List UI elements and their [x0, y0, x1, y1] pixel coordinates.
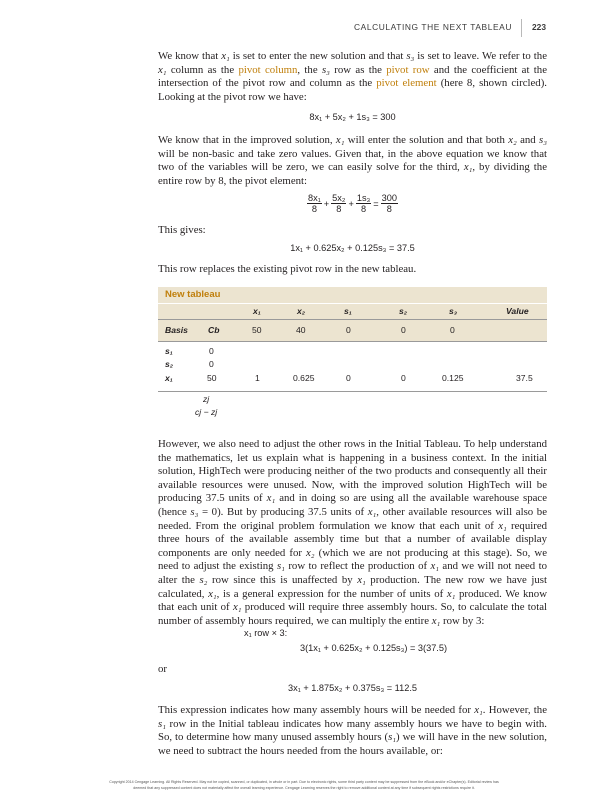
var: s₁: [276, 560, 285, 573]
numerator: 5x₂: [332, 193, 346, 203]
text: will be non-basic and take zero values. Given that, in the above equation we know that two of the variables will be zero, we can easily solve for the third,: [158, 147, 547, 174]
var: x₁: [208, 587, 217, 600]
col-header-s2: s₂: [399, 306, 408, 316]
var: x₁: [221, 50, 230, 62]
denominator: 8: [386, 204, 392, 214]
copyright-footer: [28, 779, 580, 791]
header-divider: [521, 19, 522, 37]
row-basis-x1: x₁: [165, 373, 173, 383]
text: This expression indicates how many assembly hours will be needed for: [158, 704, 475, 716]
term-pivot-element: pivot element: [376, 77, 437, 90]
obj-coef-x2: 40: [296, 325, 306, 335]
row-basis-s1: s₁: [165, 346, 173, 356]
this-gives-label: This gives:: [158, 224, 206, 236]
footer-line-2: deemed that any suppressed content does not materially affect the overall learning experience. Cengage Learning reserves the right to remove additional content at any time if subsequent rights restrictions require it.: [133, 786, 475, 790]
var: x₁: [367, 505, 377, 518]
var: x₁: [463, 161, 473, 174]
var: s₂: [199, 573, 208, 586]
col-header-s3: s₃: [449, 306, 458, 316]
var: x₁: [266, 492, 276, 505]
table-caption: New tableau: [158, 287, 547, 303]
text: (here 8, shown circled). Looking at the pivot row we have:: [158, 77, 547, 103]
text: = 0). But by producing 37.5 units of: [198, 505, 368, 518]
text: , by dividing the entire row by 8, the pivot element:: [158, 161, 547, 187]
text: , other available resources will also be needed. From the original problem formulation we know that each unit of: [158, 505, 547, 532]
numerator: 1s₃: [356, 193, 371, 203]
paragraph-assembly-hours: [158, 704, 547, 758]
var: s₃: [539, 134, 547, 146]
text: and the coefficient at the intersection of the pivot row and column as the: [158, 63, 548, 90]
var: x₁: [474, 704, 483, 716]
cell-x1-x1: 1: [255, 373, 260, 383]
cj-zj-label: cj − zj: [195, 407, 218, 417]
paragraph-row-replaces: This row replaces the existing pivot row in the new tableau.: [158, 263, 417, 275]
var: x₁: [498, 519, 507, 532]
text: We know that: [158, 50, 222, 62]
text: , the: [297, 63, 322, 76]
denominator: 8: [360, 204, 367, 214]
cb-label: Cb: [208, 325, 220, 335]
fraction: [307, 193, 322, 214]
running-title: CALCULATING THE NEXT TABLEAU: [354, 22, 512, 32]
col-header-x2: x₂: [297, 306, 306, 316]
obj-coef-s1: 0: [346, 325, 351, 335]
term-pivot-row: pivot row: [386, 63, 430, 76]
fraction: [356, 193, 371, 214]
col-header-x1: x₁: [253, 306, 261, 316]
text: , is a general expression for the number of units of: [216, 587, 447, 600]
equation-multiply-row: 3(1x₁ + 0.625x₂ + 0.125s₃) = 3(37.5): [300, 643, 448, 653]
text: row as the: [329, 63, 387, 76]
text: and in doing so are using all the available warehouse space (hence: [158, 492, 547, 518]
basis-label: Basis: [165, 325, 188, 335]
cell-x1-value: 37.5: [516, 373, 533, 383]
text: production. The new row we have just calculated,: [158, 573, 547, 600]
equation-pivot-row: 8x₁ + 5x₂ + 1s₃ = 300: [309, 112, 396, 122]
cell-x1-s2: 0: [401, 373, 406, 383]
term-pivot-column: pivot column: [238, 63, 298, 76]
paragraph-business-context: [158, 438, 547, 628]
var: x₂: [508, 134, 517, 146]
paragraph-improved-solution: [158, 134, 547, 188]
row-cb-x1: 50: [207, 373, 217, 383]
or-label: or: [158, 663, 167, 675]
var: s₃: [321, 63, 330, 76]
equation-new-pivot-row: 1x₁ + 0.625x₂ + 0.125s₃ = 37.5: [290, 243, 415, 253]
row-basis-s2: s₂: [165, 359, 174, 369]
var: x₁: [431, 614, 441, 627]
equation-assembly-hours: 3x₁ + 1.875x₂ + 0.375s₃ = 112.5: [287, 683, 417, 693]
text: We know that in the improved solution,: [158, 134, 336, 146]
text: required three hours of the available assembly time but that a number of available display components are only needed for: [158, 519, 548, 559]
obj-coef-s2: 0: [401, 325, 406, 335]
row-cb-s2: 0: [209, 359, 214, 369]
var: x₁: [232, 601, 242, 614]
text: row to reflect the production of: [284, 560, 431, 573]
text: produced. We know that each unit of: [158, 587, 547, 614]
text: row since this is unaffected by: [207, 573, 358, 586]
cell-x1-s1: 0: [346, 373, 351, 383]
var: x₁: [430, 560, 440, 573]
divider: [158, 341, 547, 342]
var: s₁: [158, 717, 166, 730]
page-number: 223: [532, 22, 546, 32]
plus-sign: +: [348, 198, 354, 209]
paragraph-pivot-intro: [158, 50, 547, 104]
var: x₁: [446, 587, 456, 600]
page-header: [0, 22, 600, 38]
text: However, we also need to adjust the other rows in the Initial Tableau. To help understand the mathematics, let us explain what is happening in a business context. In the initial solution, HighTech were producing neither of the two products and consequently all their available resources were unused. Now, with the improved solution HighTech will be producing 37.5 units of: [158, 438, 547, 505]
numerator: 8x₁: [307, 193, 321, 203]
text: (which we are not producing at this stage). So, we need to adjust the existing: [158, 546, 547, 573]
equation-row-label: x₁ row × 3:: [244, 628, 288, 638]
equation-divide-by-pivot: [158, 193, 547, 214]
var: x₁: [158, 63, 167, 76]
text: column as the: [166, 63, 239, 76]
col-header-value: Value: [506, 306, 529, 316]
obj-coef-x1: 50: [252, 325, 262, 335]
cell-x1-x2: 0.625: [293, 373, 315, 383]
var: s₃: [190, 505, 199, 518]
text: is set to enter the new solution and that: [229, 50, 407, 62]
text: will enter the solution and that both: [344, 134, 509, 146]
var: s₃: [406, 50, 415, 62]
text: row by 3:: [440, 614, 485, 627]
fraction: [331, 193, 346, 214]
numerator: 300: [381, 193, 397, 203]
divider: [158, 391, 547, 392]
equals-sign: =: [373, 198, 379, 209]
cell-x1-s3: 0.125: [442, 373, 464, 383]
text: ) we will have in the new solution, we need to subtract the hours needed from the hours available, or:: [158, 731, 548, 757]
row-cb-s1: 0: [209, 346, 214, 356]
text: and we will not need to alter the: [158, 560, 547, 586]
new-tableau-table: [158, 287, 547, 429]
col-header-s1: s₁: [344, 306, 352, 316]
text: . However, the: [482, 704, 547, 716]
fraction: [381, 193, 398, 214]
var: s₁: [388, 731, 397, 744]
var: x₂: [306, 546, 315, 559]
obj-coef-s3: 0: [450, 325, 455, 335]
plus-sign: +: [323, 198, 330, 209]
text: and: [516, 134, 540, 146]
var: x₁: [335, 134, 345, 146]
zj-label: zj: [203, 394, 210, 404]
header-band: [158, 304, 547, 319]
text: is set to leave. We refer to the: [414, 50, 547, 62]
var: x₁: [357, 573, 366, 586]
text: row in the Initial tableau indicates how many assembly hours we have to begin with. So, to determine how many unused assembly hours (: [158, 717, 547, 744]
denominator: 8: [311, 204, 317, 214]
text: produced will require three assembly hours. So, to calculate the total number of assembly hours required, we can multiply the entire: [158, 601, 547, 627]
denominator: 8: [336, 204, 342, 214]
footer-line-1: Copyright 2014 Cengage Learning. All Rights Reserved. May not be copied, scanned, or duplicated, in whole or in part. Due to electronic rights, some third party content may be suppressed from the eBook and/or eChapter(s). Editorial review has: [109, 780, 499, 784]
